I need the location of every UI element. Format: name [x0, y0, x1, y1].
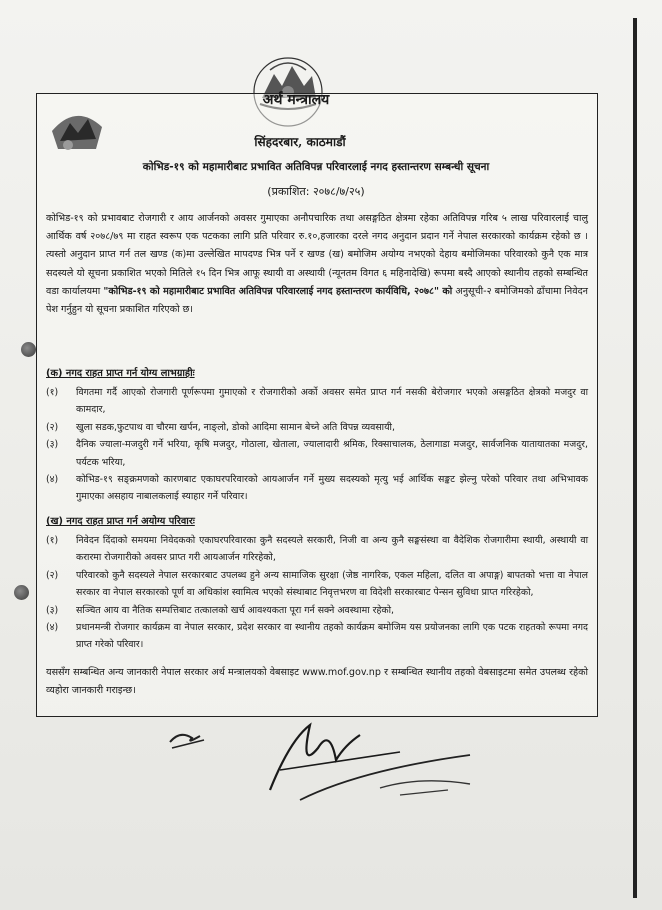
list-item: (२) परिवारको कुनै सदस्यले नेपाल सरकारबाट उपलब्ध हुने अन्य सामाजिक सुरक्षा (जेष्ठ नागरिक, एकल महिला, दलित वा अपाङ्ग) बापतको भत्ता वा नेपाल सरकार वा नेपाल सरकारको पूर्ण वा अधिकांश स्वामित्व भएको संस्थाबाट निवृत्तभरण वा विदेशी सरकारबाट पेन्सन सुविधा प्राप्त गरिरहेको,	[46, 569, 588, 599]
scan-edge-bar	[633, 18, 637, 898]
intro-text-end: अनुसूची-२ बमोजिमको ढाँचामा निवेदन पेश गर्नुहुन यो सूचना प्रकाशित गरिएको छ।	[46, 285, 588, 316]
list-item: (३) सञ्चित आय वा नैतिक सम्पत्तिबाट तत्कालको खर्च आवश्यकता पूरा गर्न सक्ने अवस्थामा रहेको,	[46, 604, 395, 616]
notice-title: कोभिड-१९ को महामारीबाट प्रभावित अतिविपन्न परिवारलाई नगद हस्तान्तरण सम्बन्धी सूचना	[142, 161, 490, 173]
ineligible-list	[46, 532, 588, 654]
list-item: (४) प्रधानमन्त्री रोजगार कार्यक्रम वा नेपाल सरकार, प्रदेश सरकार वा स्थानीय तहको कार्यक्रम बमोजिम यस प्रयोजनका लागि एक पटक राहतको रूपमा नगद प्राप्त गरेको परिवार।	[46, 622, 588, 651]
eligible-list	[46, 384, 588, 506]
ministry-name: अर्थ मन्त्रालय	[262, 92, 330, 108]
intro-paragraph	[46, 210, 588, 319]
list-item: (१) निवेदन दिंदाको समयमा निवेदकको एकाघरपरिवारका कुनै सदस्यले सरकारी, निजी वा अन्य कुनै सङ्घसंस्था वा वैदेशिक रोजगारीमा स्थायी, अस्थायी वा करारमा रोजगारीको अवसर प्राप्त गरी आयआर्जन गरिरहेको,	[46, 535, 588, 564]
list-item: (१) विगतमा गर्दै आएको रोजगारी पूर्णरूपमा गुमाएको र रोजगारीको अर्को अवसर समेत प्राप्त गर्न नसकी बेरोजगार भएको असङ्गठित क्षेत्रको मजदुर वा कामदार,	[46, 387, 588, 416]
section-b-heading: (ख) नगद राहत प्राप्त गर्न अयोग्य परिवारः	[46, 516, 195, 527]
list-item: (४) कोभिड-१९ सङ्क्रमणको कारणबाट एकाघरपरिवारको आयआर्जन गर्ने मुख्य सदस्यको मृत्यु भई आर्थिक सङ्कट झेल्नु परेको परिवार तथा अभिभावक गुमाएका असहाय नाबालकलाई स्याहार गर्ने परिवार।	[46, 474, 588, 503]
closing-paragraph: यससँग सम्बन्धित अन्य जानकारी नेपाल सरकार अर्थ मन्त्रालयको वेबसाइट www.mof.gov.np र सम्बन्धित स्थानीय तहको वेबसाइटमा समेत उपलब्ध रहेको व्यहोरा जानकारी गराइन्छ।	[46, 667, 588, 697]
punch-hole	[21, 342, 36, 357]
section-a-heading: (क) नगद राहत प्राप्त गर्न योग्य लाभग्राहीः	[46, 368, 195, 379]
ministry-location: सिंहदरबार, काठमाडौं	[254, 135, 346, 149]
published-date: (प्रकाशित: २०७८/७/२५)	[267, 185, 365, 198]
list-item: (२) खुला सडक,फुटपाथ वा चौरमा खर्पन, नाङ्लो, डोको आदिमा सामान बेच्ने अति विपन्न व्यवसायी,	[46, 421, 395, 433]
ministry-logo-icon	[46, 101, 108, 155]
punch-hole	[14, 585, 29, 600]
intro-procedure-title: "कोभिड-१९ को महामारीबाट प्रभावित अतिविपन्न परिवारलाई नगद हस्तान्तरण कार्यविधि, २०७८" को	[103, 285, 453, 297]
list-item: (३) दैनिक ज्याला-मजदुरी गर्ने भरिया, कृषि मजदुर, गोठाला, खेताला, ज्यालादारी श्रमिक, रिक्साचालक, ठेलागाडा मजदुर, सार्वजनिक यातायातका मजदुर, पर्यटक भरिया,	[46, 439, 588, 468]
intro-text: कोभिड-१९ को प्रभावबाट रोजगारी र आय आर्जनको अवसर गुमाएका अनौपचारिक तथा असङ्गठित क्षेत्रमा रहेका अतिविपन्न गरिब ५ लाख परिवारलाई चालु आर्थिक वर्ष २०७८/७९ मा राहत स्वरूप एक पटकका लागि प्रति परिवार रु.१०,हजारका दरले नगद अनुदान प्रदान गर्ने नेपाल सरकारको कार्यक्रम रहेको छ । त्यस्तो अनुदान प्राप्त गर्न तल खण्ड (क)मा उल्लेखित मापदण्ड भित्र पर्ने र खण्ड (ख) बमोजिम अयोग्य नभएको देहाय बमोजिमका परिवारको कुनै एक मात्र सदस्यले यो सूचना प्रकाशित भएको मितिले १५ दिन भित्र आफू स्थायी वा अस्थायी (न्यूनतम विगत ६ महिनादेखि) रूपमा बस्दै आएको स्थानीय तहको सम्बन्धित वडा कार्यालयमा	[46, 213, 588, 297]
